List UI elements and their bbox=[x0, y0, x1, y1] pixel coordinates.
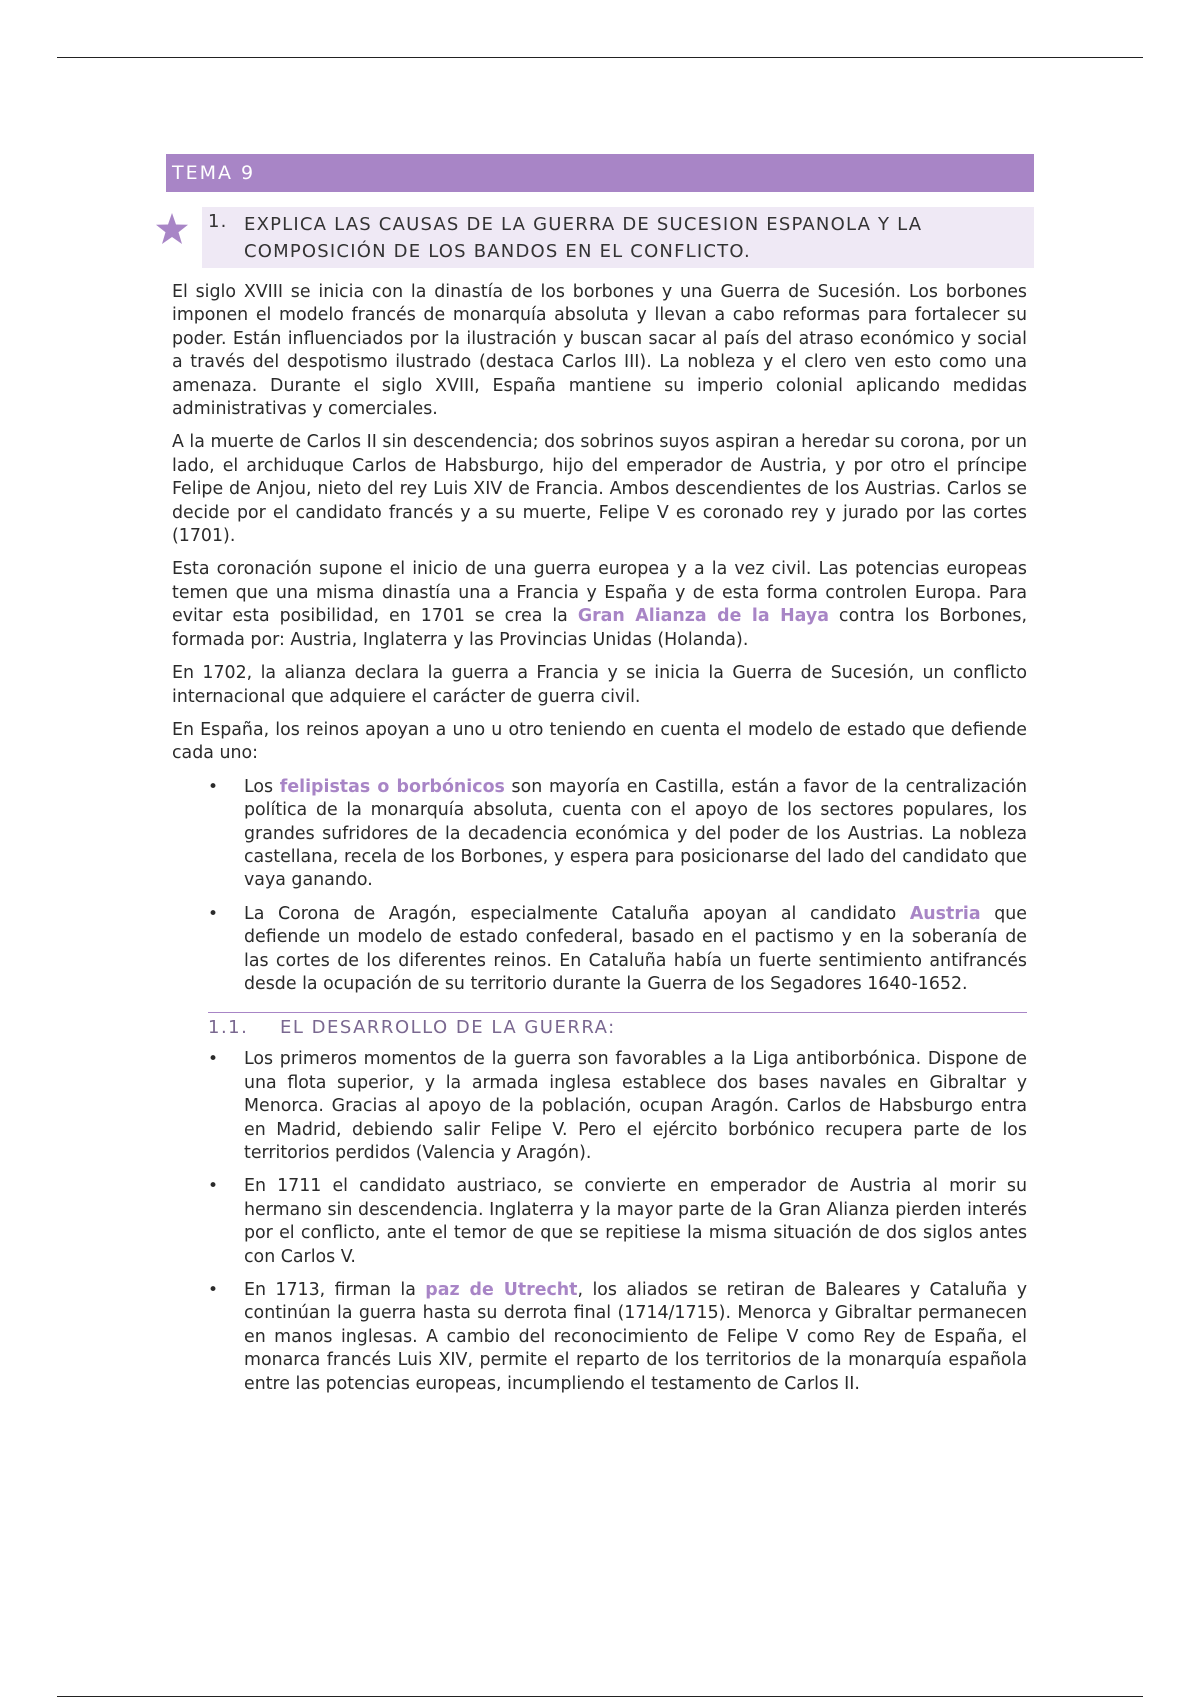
section-heading bbox=[208, 1017, 1027, 1038]
list-item-text: Los primeros momentos de la guerra son favorables a la Liga antiborbónica. Dispone de una flota superior, y la armada inglesa establece dos bases navales en Gibraltar y Menorca. Gracias al apoyo de la población, ocupan Aragón. Carlos de Habsburgo entra en Madrid, debiendo salir Felipe V. Pero el ejército borbónico recupera parte de los territorios perdidos (Valencia y Aragón). bbox=[244, 1049, 1027, 1163]
section-number: 1.1. bbox=[208, 1017, 249, 1039]
paragraph-5: En España, los reinos apoyan a uno u otro teniendo en cuenta el modelo de estado que defiende cada uno: bbox=[172, 719, 1027, 764]
paragraph-4: En 1702, la alianza declara la guerra a Francia y se inicia la Guerra de Sucesión, un conflicto internacional que adquiere el carácter de guerra civil. bbox=[172, 663, 1027, 707]
question-text: EXPLICA LAS CAUSAS DE LA GUERRA DE SUCESION ESPANOLA Y LA COMPOSICIÓN DE LOS BANDOS EN EL CONFLICTO. bbox=[244, 214, 923, 262]
bullet-icon: • bbox=[208, 1049, 219, 1070]
bullet-icon: • bbox=[208, 1176, 219, 1197]
paragraph-3 bbox=[172, 558, 1027, 652]
list-item-text-a: En 1713, firman la bbox=[244, 1280, 426, 1301]
bottom-rule bbox=[57, 1696, 1143, 1697]
list-item bbox=[172, 776, 1027, 893]
star-icon bbox=[155, 212, 189, 246]
highlight-austria: Austria bbox=[909, 903, 981, 924]
bandos-list bbox=[172, 776, 1027, 997]
list-item bbox=[172, 903, 1027, 997]
highlight-felipistas: felipistas o borbónicos bbox=[279, 776, 505, 797]
list-item-text-a: La Corona de Aragón, especialmente Cataluña apoyan al candidato bbox=[244, 903, 910, 924]
list-item-text-b: son mayoría en Castilla, están a favor de la centralización política de la monarquía absoluta, cuenta con el apoyo de los sectores populares, los grandes sufridores de la decadencia económica y del poder de los Austrias. La nobleza castellana, recela de los Borbones, y espera para posicionarse del lado del candidato que vaya ganando. bbox=[244, 776, 1027, 891]
top-rule bbox=[57, 57, 1143, 58]
list-item bbox=[172, 1048, 1027, 1165]
section-divider bbox=[208, 1012, 1027, 1013]
list-item-text: En 1711 el candidato austriaco, se convierte en emperador de Austria al morir su hermano sin descendencia. Inglaterra y la mayor parte de la Gran Alianza pierden interés por el conflicto, ante el temor de que se repitiese la misma situación de dos siglos antes con Carlos V. bbox=[244, 1176, 1027, 1267]
paragraph-2: A la muerte de Carlos II sin descendencia; dos sobrinos suyos aspiran a heredar su corona, por un lado, el archiduque Carlos de Habsburgo, hijo del emperador de Austria, y por otro el príncipe Felipe de Anjou, nieto del rey Luis XIV de Francia. Ambos descendientes de los Austrias. Carlos se decide por el candidato francés y a su muerte, Felipe V es coronado rey y jurado por las cortes (1701). bbox=[172, 432, 1027, 547]
paragraph-3-text-a: Esta coronación supone el inicio de una guerra europea y a la vez civil. Las potencias europeas temen que una misma dinastía una a Francia y España y de esta forma controlen Europa. Para evitar esta posibilidad, en 1701 se crea la bbox=[172, 559, 1027, 627]
list-item-text-a: Los bbox=[244, 776, 280, 797]
paragraph-1: El siglo XVIII se inicia con la dinastía de los borbones y una Guerra de Sucesión. Los borbones imponen el modelo francés de monarquía absoluta y llevan a cabo reformas para fortalecer su poder. Están influenciados por la ilustración y buscan sacar al país del atraso económico y social a través del despotismo ilustrado (destaca Carlos III). La nobleza y el clero ven esto como una amenaza. Durante el siglo XVIII, España mantiene su imperio colonial aplicando medidas administrativas y comerciales. bbox=[172, 282, 1027, 420]
list-item-text-b: que defiende un modelo de estado confederal, basado en el pactismo y en la soberanía de las cortes de los diferentes reinos. En Cataluña había un fuerte sentimiento antifrancés desde la ocupación de su territorio durante la Guerra de los Segadores 1640-1652. bbox=[244, 903, 1027, 994]
bullet-icon: • bbox=[208, 1280, 219, 1301]
section-title: EL DESARROLLO DE LA GUERRA: bbox=[280, 1017, 616, 1039]
list-item bbox=[172, 1175, 1027, 1269]
list-item bbox=[172, 1279, 1027, 1396]
desarrollo-list bbox=[172, 1048, 1027, 1396]
bullet-icon: • bbox=[208, 903, 219, 924]
question-number: 1. bbox=[208, 211, 228, 232]
list-item-text-b: , los aliados se retiran de Baleares y Cataluña y continúan la guerra hasta su derrota final (1714/1715). Menorca y Gibraltar permanecen en manos inglesas. A cambio del reconocimiento de Felipe V como Rey de España, el monarca francés Luis XIV, permite el reparto de los territorios de la monarquía española entre las potencias europeas, incumpliendo el testamento de Carlos II. bbox=[244, 1280, 1028, 1394]
highlight-paz-utrecht: paz de Utrecht bbox=[425, 1280, 578, 1301]
highlight-gran-alianza: Gran Alianza de la Haya bbox=[577, 606, 829, 627]
paragraph-3-text-b: contra los Borbones, formada por: Austria, Inglaterra y las Provincias Unidas (Holanda). bbox=[172, 606, 1027, 650]
tema-header: TEMA 9 bbox=[166, 154, 1034, 192]
bullet-icon: • bbox=[208, 776, 219, 797]
document-body bbox=[172, 281, 1027, 1406]
